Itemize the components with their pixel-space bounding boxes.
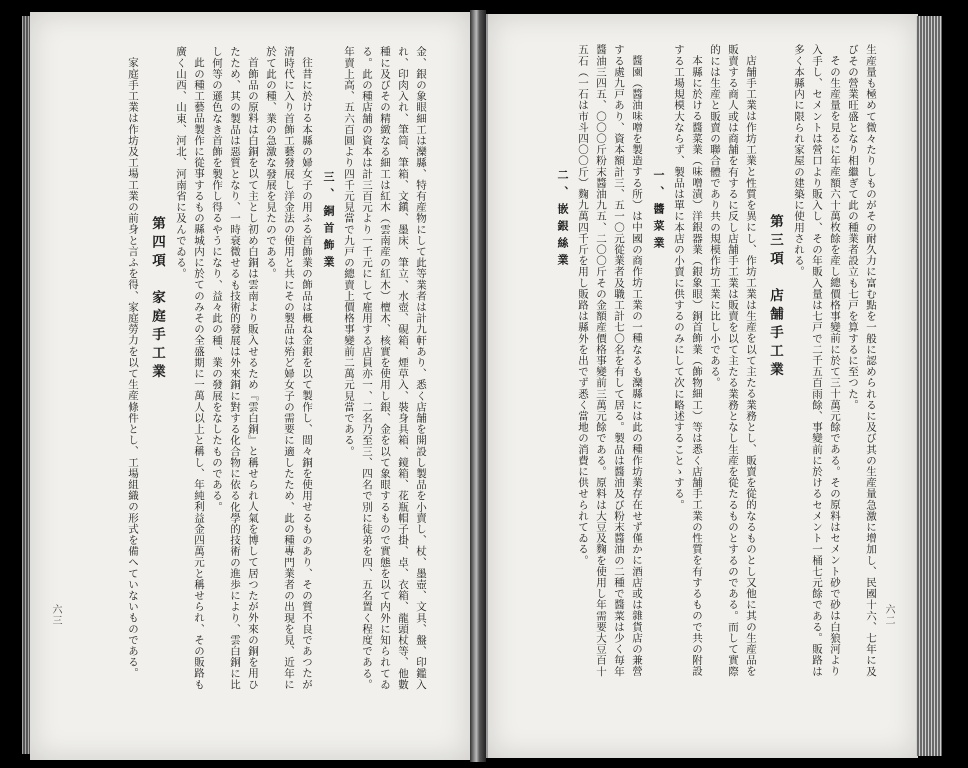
paragraph: 首飾品の原料は白銅を以て主とし初め白銅は雲南より販入せるため『雲白銅』と稱せられ人氣を博して居つたが外來の銅を用ひたため、其の製品は惡質となり、一時衰微せるも技術的發展は外來銅に對する化合物に依る化學的技術の進歩により、雲白銅に比し何等の遜色なき首飾を製作し得るやうになり、益々此の種、業の發展をなしたものである。 xyxy=(211,46,259,690)
paragraph: 本縣に於ける醬菜業（味噌漬）洋銀器業（銀象眼）銅首飾業（飾物細工）等は悉く店舗手工業の性質を有するもので共の附設する工場規模大ならず、製品は單に本店の小賣に供するのみにして次に略述することゝする。 xyxy=(673,44,703,677)
section-heading-household-handicraft: 第四項 家庭手工業 xyxy=(149,216,165,383)
paragraph: 此の種工藝品製作に從事するもの縣城内に於てのみその全盛期に一萬人以上と稱し、年純利益金四萬元と稱せられ、その販路も廣く山西、山東、河北、河南省に及んでゐる。 xyxy=(175,46,205,690)
book-spine xyxy=(470,10,486,762)
paragraph: 家庭手工業は作坊及工場工業の前身と言ふを得、家庭勞力を以て生産條件とし、工場組織の形式を備へていないものである。 xyxy=(127,56,139,679)
right-page-text xyxy=(550,44,880,684)
paragraph: 往昔に於ける本縣の婦女子の用ふる首飾業の飾品は概ね金銀を以て製作し、間々銅を使用せるものあり、その質不良であつたが清時代に入り首飾工藝發展し洋金法の使用と共にその製品は殆ど婦女子の需要に適したため、此の種專門業者の出現を見、近年に於て此の種、業の急激な發展を見たのである。 xyxy=(265,46,313,690)
page-number: 六二 xyxy=(883,604,894,626)
left-page xyxy=(30,12,472,760)
left-page-text xyxy=(124,46,430,696)
section-heading-shop-handicraft: 第三項 店舗手工業 xyxy=(767,214,783,381)
paragraph: 金、銀の象眼細工は灤縣、特有産物にして此等業者は計九軒あり、悉く店舗を開設し製品を小賣し、杖、墨壺、文具、盤、印鑑入れ、印肉入れ、筆筒、筆箱、文鎭、墨床、筆立、水壺、硯箱、煙草入、裝身具箱、鏡箱、花瓶帽子掛、卓、衣箱、龍頭杖等、他數種に及びその精緻なる細工は紅木（雲南産の紅木）檀木、核實を使用し銀、金を以て象眼するもので實態を以て内外に知られてゐる。此の種店舗の資本は計三百元より一千元にして雇用する店員亦一、二名乃至三、四名で別に徒弟を四、五名置く程度である。年賣上高、五六百圓より四千元見當で九戸の總賣上價格事變前二萬元見當である。 xyxy=(343,46,427,690)
subheading-pickles: 一、醬菜業 xyxy=(652,169,665,254)
paragraph: 醬園（醬油味噌を製造する所）は中國の商作坊工業の一種なるも灤縣には此の種作坊業存在せず僅かに酒店或は雜貨店の兼營する處九戸あり、資本額計三、五一〇元從業者及職工計七〇名を有して居る。製品は醬油及び粉末醬油の二種で醬菜は少く毎年醬油三四五、〇〇〇斤粉末醬油九五、二〇〇斤その金額産價格事變前三萬元餘である。原料は大豆及麴を使用し年需要大豆百十五石（一石は市斗四〇〇斤）麴九萬四千斤を用し販路は縣外を出でず悉く當地の消費に供せられてゐる。 xyxy=(577,44,643,677)
subheading-silver-inlay: 二、嵌銀絲業 xyxy=(556,169,569,271)
paragraph: 生産量も極めて微々たりしものがその耐久力に富む點を一般に認められるに及び其の生産量急激に增加し、民國十六、七年に及びその營業旺盛となり相繼ぎて此の種業者設立も七戸を算するに至つた。 xyxy=(847,44,877,677)
book-fore-edge xyxy=(916,16,942,756)
right-page xyxy=(486,14,918,758)
subheading-copper-ornaments: 三、銅首飾業 xyxy=(322,171,335,273)
paragraph: その生産量を見るに年産額六十萬枚餘を産し總價格事變前に於て三十萬元餘である。その原料はセメント砂で砂は白狼河より入手し、セメントは營口より販入し、その年販入量は七戸で二千五百雨餘、事變前に於けるセメント一桶七元餘である。販路は多く本縣内に限られ家屋の建築に使用される。 xyxy=(793,44,841,677)
book-left-edge xyxy=(22,16,30,754)
paragraph: 店舗手工業は作坊工業と性質を異にし、作坊工業は生産を以て主たる業務とし、販賣を從的なるものとし又他に其の生産品を販賣する商人或は商舗を有するに反し店舗手工業は販賣を以て主たる業務となし生産を從たるものとするのである。而して實際的には生産と販賣の聯合體であり共の規模作坊工業に比し小である。 xyxy=(709,44,757,677)
page-number: 六三 xyxy=(50,604,61,626)
